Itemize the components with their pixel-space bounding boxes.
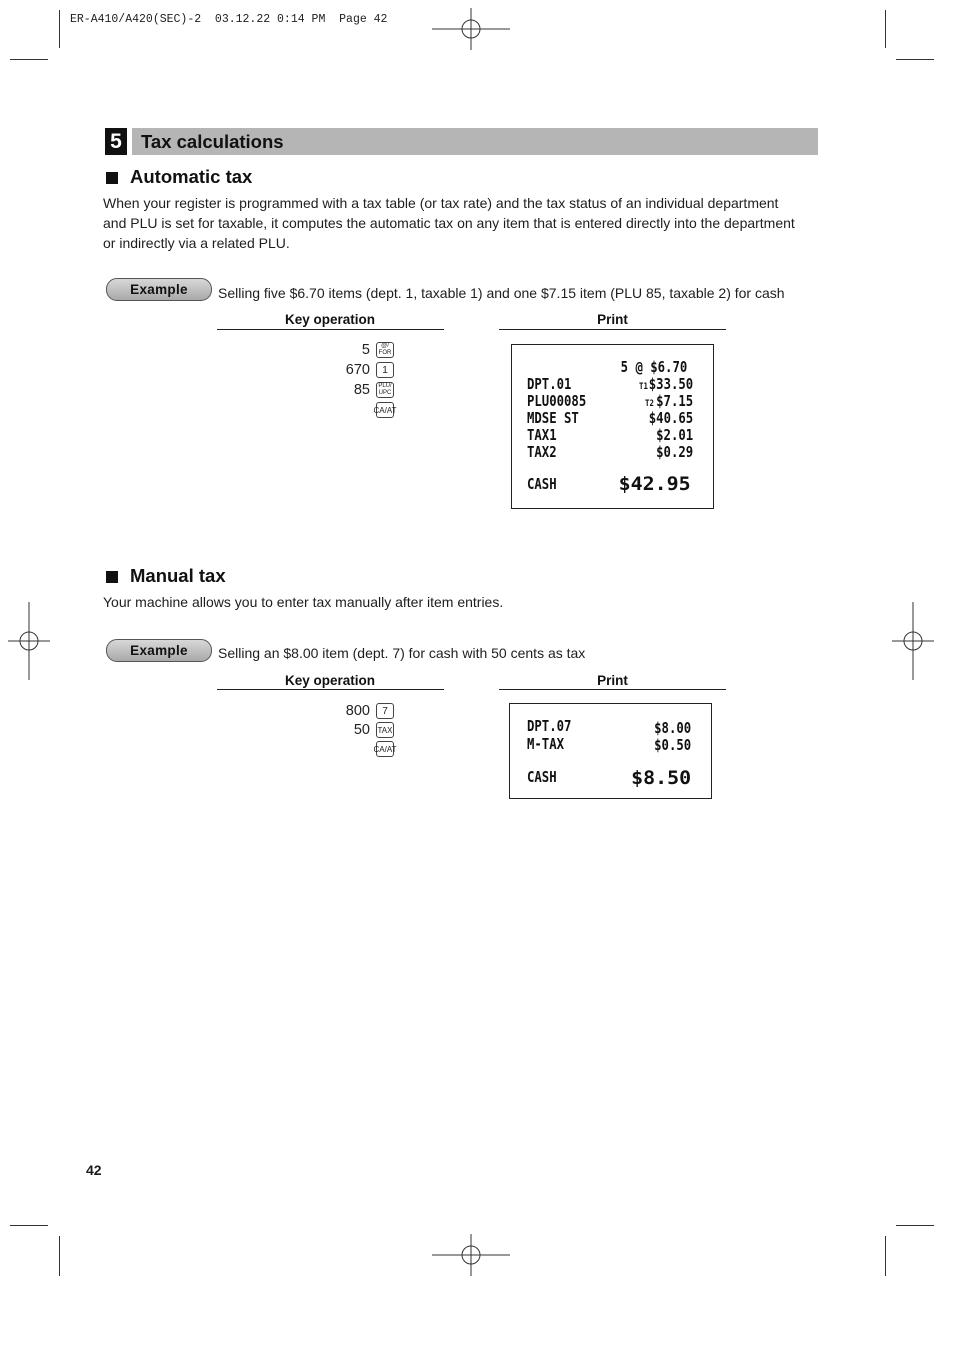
- registration-mark-left: [8, 602, 50, 682]
- example-description: Selling an $8.00 item (dept. 7) for cash with 50 cents as tax: [218, 645, 586, 661]
- key-operation-heading: Key operation: [284, 673, 376, 688]
- key-step: 670 1: [214, 360, 394, 380]
- receipt-total-label: CASH: [527, 475, 557, 493]
- print-heading: Print: [597, 312, 628, 327]
- example-badge: Example: [106, 278, 212, 301]
- key-step: 85 PLU/ UPC: [214, 380, 394, 400]
- ca-at-key: CA/AT: [376, 741, 394, 757]
- print-production-header: ER-A410/A420(SEC)-2 03.12.22 0:14 PM Page 42: [70, 13, 388, 26]
- tax-key: TAX: [376, 722, 394, 738]
- receipt-total-label: CASH: [527, 768, 557, 786]
- key-step: 5 @/ FOR: [214, 340, 394, 360]
- divider: [217, 689, 444, 690]
- manual-tax-paragraph: Your machine allows you to enter tax manually after item entries.: [103, 594, 504, 610]
- receipt-line-amount: $8.00: [653, 719, 691, 737]
- receipt-line-label: TAX1: [527, 426, 557, 444]
- manual-tax-heading: Manual tax: [130, 565, 226, 586]
- heading-marker: [106, 172, 118, 184]
- receipt-line-label: DPT.01: [527, 375, 572, 393]
- heading-marker: [106, 571, 118, 583]
- receipt-line-amount: $0.29: [655, 443, 693, 461]
- department-7-key: 7: [376, 703, 394, 719]
- divider: [499, 329, 726, 330]
- receipt-line-amount: $0.50: [653, 736, 691, 754]
- receipt-line-label: DPT.07: [527, 717, 572, 735]
- automatic-tax-paragraph: When your register is programmed with a tax table (or tax rate) and the tax status of an individual department and PLU is set for taxable, it computes the automatic tax on any item that is entered directly into the department or indirectly via a related PLU.: [103, 195, 795, 251]
- section-title: Tax calculations: [141, 131, 284, 152]
- example-description: Selling five $6.70 items (dept. 1, taxable 1) and one $7.15 item (PLU 85, taxable 2) for cash: [218, 285, 785, 301]
- divider: [499, 689, 726, 690]
- receipt-quantity-line: 5 @ $6.70: [620, 358, 687, 376]
- receipt-line-label: PLU00085: [527, 392, 587, 410]
- receipt-line-label: M-TAX: [527, 735, 565, 753]
- receipt-line-amount: $2.01: [655, 426, 693, 444]
- receipt-manual-tax: [509, 703, 712, 799]
- receipt-line-label: MDSE ST: [527, 409, 579, 427]
- section-number: 5: [105, 128, 127, 155]
- receipt-line-amount: $7.15: [655, 392, 693, 410]
- registration-mark-top: [432, 8, 512, 50]
- key-operation-heading: Key operation: [284, 312, 376, 327]
- receipt-total-amount: $8.50: [630, 767, 691, 789]
- key-step: 50 TAX: [353, 722, 393, 738]
- receipt-total-amount: $42.95: [618, 473, 691, 495]
- ca-at-key: CA/AT: [376, 402, 394, 418]
- key-step: [214, 739, 397, 759]
- plu-upc-key: PLU/ UPC: [376, 382, 394, 398]
- registration-mark-bottom: [432, 1234, 512, 1276]
- registration-mark-right: [892, 602, 934, 682]
- automatic-tax-heading: Automatic tax: [130, 166, 253, 187]
- example-badge: Example: [106, 639, 212, 662]
- receipt-tax-flag: T2: [645, 399, 654, 409]
- receipt-line-amount: $33.50: [648, 375, 693, 393]
- department-1-key: 1: [376, 362, 394, 378]
- print-heading: Print: [597, 673, 628, 688]
- receipt-tax-flag: T1: [639, 382, 648, 392]
- page-number: 42: [86, 1162, 102, 1178]
- receipt-line-amount: $40.65: [648, 409, 693, 427]
- receipt-automatic-tax: [511, 344, 714, 509]
- key-step: [214, 400, 397, 420]
- key-step: 800 7: [214, 701, 394, 721]
- receipt-line-label: TAX2: [527, 443, 557, 461]
- at-for-key: @/ FOR: [376, 342, 394, 358]
- divider: [217, 329, 444, 330]
